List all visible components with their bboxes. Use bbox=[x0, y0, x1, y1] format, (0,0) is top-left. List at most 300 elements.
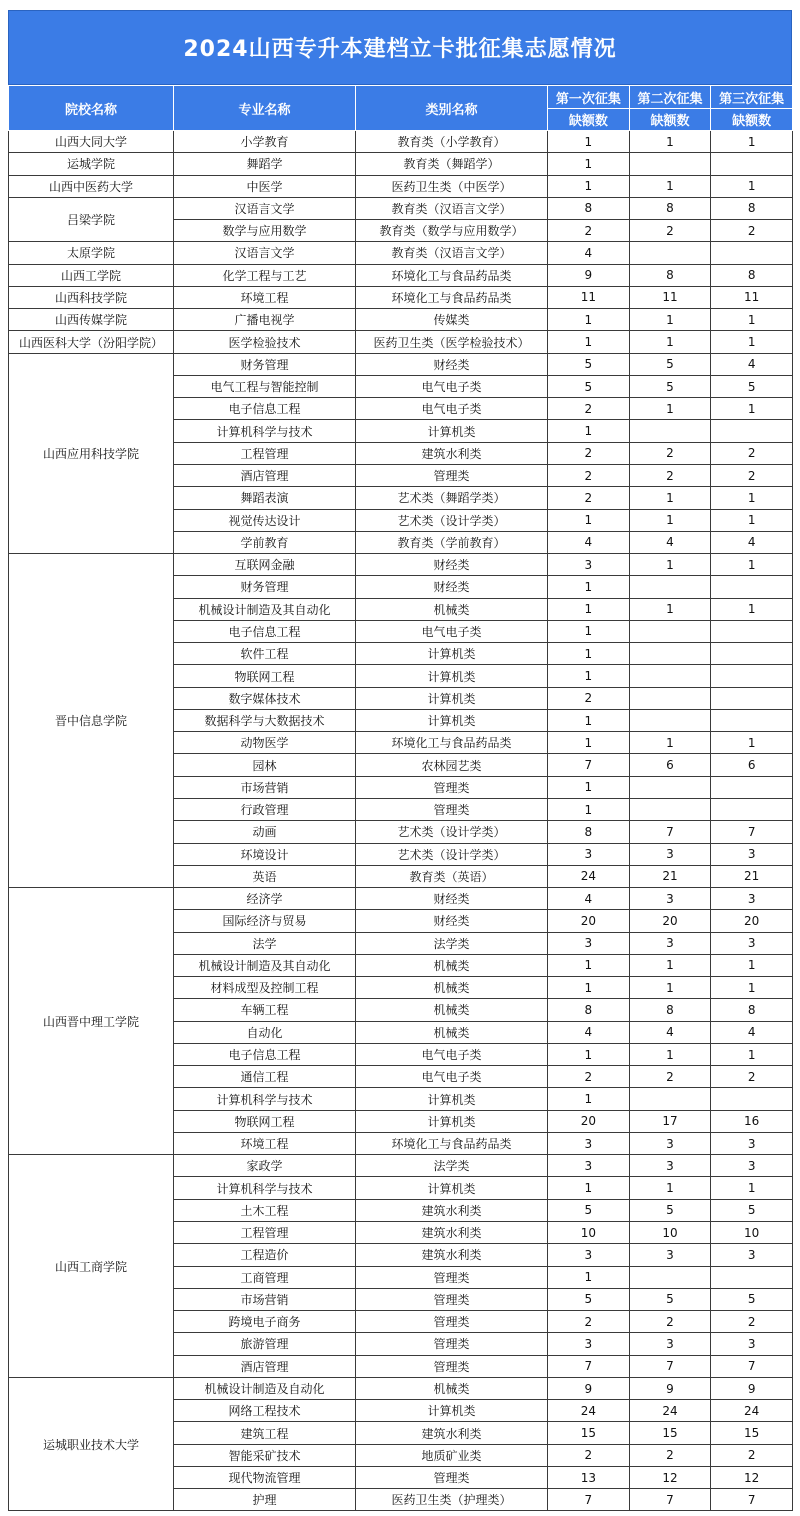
category-name-cell: 计算机类 bbox=[356, 1110, 548, 1132]
major-name-cell: 自动化 bbox=[174, 1021, 356, 1043]
round-3-shortage-cell: 1 bbox=[711, 175, 793, 197]
round-3-shortage-cell: 1 bbox=[711, 509, 793, 531]
header-shortage-1: 缺额数 bbox=[548, 109, 630, 131]
round-1-shortage-cell: 2 bbox=[548, 1444, 630, 1466]
round-3-shortage-cell bbox=[711, 576, 793, 598]
round-1-shortage-cell: 1 bbox=[548, 977, 630, 999]
round-1-shortage-cell: 3 bbox=[548, 1155, 630, 1177]
round-3-shortage-cell: 1 bbox=[711, 732, 793, 754]
table-row bbox=[9, 309, 793, 331]
school-name-cell: 山西工商学院 bbox=[9, 1155, 174, 1378]
category-name-cell: 建筑水利类 bbox=[356, 442, 548, 464]
round-1-shortage-cell: 1 bbox=[548, 598, 630, 620]
major-name-cell: 机械设计制造及其自动化 bbox=[174, 598, 356, 620]
category-name-cell: 管理类 bbox=[356, 1288, 548, 1310]
round-3-shortage-cell: 7 bbox=[711, 1489, 793, 1511]
round-1-shortage-cell: 1 bbox=[548, 798, 630, 820]
round-2-shortage-cell: 2 bbox=[629, 1066, 711, 1088]
table-row bbox=[9, 175, 793, 197]
major-name-cell: 工商管理 bbox=[174, 1266, 356, 1288]
category-name-cell: 管理类 bbox=[356, 1333, 548, 1355]
round-1-shortage-cell: 24 bbox=[548, 865, 630, 887]
round-2-shortage-cell: 7 bbox=[629, 1489, 711, 1511]
round-3-shortage-cell: 1 bbox=[711, 598, 793, 620]
category-name-cell: 教育类（学前教育） bbox=[356, 531, 548, 553]
category-name-cell: 管理类 bbox=[356, 776, 548, 798]
round-1-shortage-cell: 13 bbox=[548, 1466, 630, 1488]
round-3-shortage-cell bbox=[711, 1088, 793, 1110]
table-row bbox=[9, 331, 793, 353]
category-name-cell: 电气电子类 bbox=[356, 620, 548, 642]
school-name-cell: 山西工学院 bbox=[9, 264, 174, 286]
round-1-shortage-cell: 3 bbox=[548, 843, 630, 865]
round-1-shortage-cell: 1 bbox=[548, 1177, 630, 1199]
major-name-cell: 国际经济与贸易 bbox=[174, 910, 356, 932]
table-row bbox=[9, 1155, 793, 1177]
round-1-shortage-cell: 1 bbox=[548, 509, 630, 531]
round-2-shortage-cell: 7 bbox=[629, 821, 711, 843]
round-2-shortage-cell: 3 bbox=[629, 1155, 711, 1177]
round-2-shortage-cell bbox=[629, 776, 711, 798]
major-name-cell: 经济学 bbox=[174, 888, 356, 910]
major-name-cell: 机械设计制造及其自动化 bbox=[174, 954, 356, 976]
school-name-cell: 晋中信息学院 bbox=[9, 554, 174, 888]
category-name-cell: 建筑水利类 bbox=[356, 1422, 548, 1444]
round-1-shortage-cell: 1 bbox=[548, 1043, 630, 1065]
round-3-shortage-cell: 3 bbox=[711, 1333, 793, 1355]
round-2-shortage-cell: 2 bbox=[629, 1311, 711, 1333]
round-3-shortage-cell: 1 bbox=[711, 954, 793, 976]
major-name-cell: 土木工程 bbox=[174, 1199, 356, 1221]
school-name-cell: 吕梁学院 bbox=[9, 197, 174, 242]
round-2-shortage-cell: 3 bbox=[629, 888, 711, 910]
category-name-cell: 财经类 bbox=[356, 554, 548, 576]
round-3-shortage-cell: 3 bbox=[711, 932, 793, 954]
round-3-shortage-cell: 9 bbox=[711, 1377, 793, 1399]
round-1-shortage-cell: 2 bbox=[548, 398, 630, 420]
category-name-cell: 财经类 bbox=[356, 888, 548, 910]
round-3-shortage-cell: 1 bbox=[711, 309, 793, 331]
major-name-cell: 护理 bbox=[174, 1489, 356, 1511]
school-name-cell: 山西科技学院 bbox=[9, 286, 174, 308]
round-3-shortage-cell bbox=[711, 665, 793, 687]
category-name-cell: 计算机类 bbox=[356, 1088, 548, 1110]
school-name-cell: 山西医科大学（汾阳学院） bbox=[9, 331, 174, 353]
round-2-shortage-cell: 10 bbox=[629, 1222, 711, 1244]
major-name-cell: 智能采矿技术 bbox=[174, 1444, 356, 1466]
round-2-shortage-cell: 1 bbox=[629, 1043, 711, 1065]
round-1-shortage-cell: 1 bbox=[548, 643, 630, 665]
round-2-shortage-cell: 1 bbox=[629, 487, 711, 509]
major-name-cell: 市场营销 bbox=[174, 1288, 356, 1310]
round-3-shortage-cell: 3 bbox=[711, 1155, 793, 1177]
major-name-cell: 旅游管理 bbox=[174, 1333, 356, 1355]
category-name-cell: 艺术类（设计学类） bbox=[356, 509, 548, 531]
round-2-shortage-cell: 4 bbox=[629, 1021, 711, 1043]
round-3-shortage-cell: 3 bbox=[711, 888, 793, 910]
major-name-cell: 舞蹈学 bbox=[174, 153, 356, 175]
round-2-shortage-cell bbox=[629, 153, 711, 175]
category-name-cell: 机械类 bbox=[356, 977, 548, 999]
round-1-shortage-cell: 1 bbox=[548, 620, 630, 642]
category-name-cell: 艺术类（舞蹈学类） bbox=[356, 487, 548, 509]
enrollment-table bbox=[8, 85, 793, 1511]
round-2-shortage-cell bbox=[629, 709, 711, 731]
category-name-cell: 环境化工与食品药品类 bbox=[356, 264, 548, 286]
major-name-cell: 小学教育 bbox=[174, 131, 356, 153]
round-1-shortage-cell: 7 bbox=[548, 754, 630, 776]
round-2-shortage-cell: 5 bbox=[629, 1288, 711, 1310]
round-3-shortage-cell: 2 bbox=[711, 442, 793, 464]
round-3-shortage-cell bbox=[711, 620, 793, 642]
school-name-cell: 山西晋中理工学院 bbox=[9, 888, 174, 1155]
round-3-shortage-cell: 2 bbox=[711, 1444, 793, 1466]
category-name-cell: 机械类 bbox=[356, 999, 548, 1021]
round-2-shortage-cell: 3 bbox=[629, 1132, 711, 1154]
school-name-cell: 山西应用科技学院 bbox=[9, 353, 174, 553]
round-1-shortage-cell: 2 bbox=[548, 687, 630, 709]
category-name-cell: 环境化工与食品药品类 bbox=[356, 1132, 548, 1154]
category-name-cell: 机械类 bbox=[356, 598, 548, 620]
round-2-shortage-cell: 1 bbox=[629, 1177, 711, 1199]
round-2-shortage-cell bbox=[629, 1266, 711, 1288]
round-1-shortage-cell: 1 bbox=[548, 420, 630, 442]
header-school: 院校名称 bbox=[9, 86, 174, 131]
major-name-cell: 学前教育 bbox=[174, 531, 356, 553]
round-1-shortage-cell: 5 bbox=[548, 1199, 630, 1221]
round-2-shortage-cell: 5 bbox=[629, 375, 711, 397]
round-1-shortage-cell: 1 bbox=[548, 309, 630, 331]
round-1-shortage-cell: 8 bbox=[548, 197, 630, 219]
category-name-cell: 电气电子类 bbox=[356, 375, 548, 397]
major-name-cell: 家政学 bbox=[174, 1155, 356, 1177]
round-1-shortage-cell: 2 bbox=[548, 464, 630, 486]
category-name-cell: 艺术类（设计学类） bbox=[356, 821, 548, 843]
round-3-shortage-cell: 1 bbox=[711, 1043, 793, 1065]
round-2-shortage-cell: 8 bbox=[629, 999, 711, 1021]
header-round-1: 第一次征集 bbox=[548, 86, 630, 109]
header-round-2: 第二次征集 bbox=[629, 86, 711, 109]
round-2-shortage-cell bbox=[629, 687, 711, 709]
table-row bbox=[9, 131, 793, 153]
category-name-cell: 艺术类（设计学类） bbox=[356, 843, 548, 865]
category-name-cell: 教育类（汉语言文学） bbox=[356, 242, 548, 264]
round-1-shortage-cell: 2 bbox=[548, 1311, 630, 1333]
header-shortage-2: 缺额数 bbox=[629, 109, 711, 131]
round-1-shortage-cell: 3 bbox=[548, 1333, 630, 1355]
round-1-shortage-cell: 2 bbox=[548, 1066, 630, 1088]
round-2-shortage-cell: 3 bbox=[629, 1244, 711, 1266]
round-1-shortage-cell: 1 bbox=[548, 1266, 630, 1288]
round-2-shortage-cell: 2 bbox=[629, 1444, 711, 1466]
category-name-cell: 环境化工与食品药品类 bbox=[356, 286, 548, 308]
round-1-shortage-cell: 1 bbox=[548, 131, 630, 153]
category-name-cell: 教育类（英语） bbox=[356, 865, 548, 887]
major-name-cell: 中医学 bbox=[174, 175, 356, 197]
category-name-cell: 财经类 bbox=[356, 576, 548, 598]
round-3-shortage-cell bbox=[711, 242, 793, 264]
round-1-shortage-cell: 4 bbox=[548, 531, 630, 553]
category-name-cell: 机械类 bbox=[356, 1377, 548, 1399]
round-1-shortage-cell: 8 bbox=[548, 821, 630, 843]
table-row bbox=[9, 554, 793, 576]
category-name-cell: 机械类 bbox=[356, 954, 548, 976]
round-1-shortage-cell: 11 bbox=[548, 286, 630, 308]
major-name-cell: 汉语言文学 bbox=[174, 197, 356, 219]
major-name-cell: 物联网工程 bbox=[174, 1110, 356, 1132]
category-name-cell: 计算机类 bbox=[356, 420, 548, 442]
round-3-shortage-cell: 2 bbox=[711, 1311, 793, 1333]
round-3-shortage-cell: 5 bbox=[711, 1288, 793, 1310]
round-2-shortage-cell: 3 bbox=[629, 932, 711, 954]
major-name-cell: 跨境电子商务 bbox=[174, 1311, 356, 1333]
round-3-shortage-cell: 20 bbox=[711, 910, 793, 932]
major-name-cell: 汉语言文学 bbox=[174, 242, 356, 264]
major-name-cell: 环境设计 bbox=[174, 843, 356, 865]
major-name-cell: 财务管理 bbox=[174, 353, 356, 375]
major-name-cell: 工程管理 bbox=[174, 1222, 356, 1244]
round-3-shortage-cell: 16 bbox=[711, 1110, 793, 1132]
round-2-shortage-cell bbox=[629, 643, 711, 665]
round-1-shortage-cell: 7 bbox=[548, 1489, 630, 1511]
major-name-cell: 计算机科学与技术 bbox=[174, 420, 356, 442]
category-name-cell: 管理类 bbox=[356, 798, 548, 820]
round-2-shortage-cell: 1 bbox=[629, 331, 711, 353]
major-name-cell: 电子信息工程 bbox=[174, 620, 356, 642]
round-1-shortage-cell: 24 bbox=[548, 1400, 630, 1422]
category-name-cell: 电气电子类 bbox=[356, 1043, 548, 1065]
school-name-cell: 山西中医药大学 bbox=[9, 175, 174, 197]
round-1-shortage-cell: 20 bbox=[548, 910, 630, 932]
round-3-shortage-cell: 1 bbox=[711, 554, 793, 576]
category-name-cell: 计算机类 bbox=[356, 665, 548, 687]
major-name-cell: 现代物流管理 bbox=[174, 1466, 356, 1488]
round-3-shortage-cell: 1 bbox=[711, 131, 793, 153]
round-1-shortage-cell: 1 bbox=[548, 709, 630, 731]
round-2-shortage-cell: 24 bbox=[629, 1400, 711, 1422]
round-2-shortage-cell: 2 bbox=[629, 442, 711, 464]
school-name-cell: 山西大同大学 bbox=[9, 131, 174, 153]
round-2-shortage-cell: 3 bbox=[629, 843, 711, 865]
major-name-cell: 环境工程 bbox=[174, 286, 356, 308]
round-3-shortage-cell: 3 bbox=[711, 1132, 793, 1154]
category-name-cell: 建筑水利类 bbox=[356, 1244, 548, 1266]
table-row bbox=[9, 242, 793, 264]
category-name-cell: 管理类 bbox=[356, 1466, 548, 1488]
category-name-cell: 建筑水利类 bbox=[356, 1199, 548, 1221]
major-name-cell: 机械设计制造及自动化 bbox=[174, 1377, 356, 1399]
round-1-shortage-cell: 5 bbox=[548, 375, 630, 397]
category-name-cell: 管理类 bbox=[356, 464, 548, 486]
round-1-shortage-cell: 3 bbox=[548, 1132, 630, 1154]
round-2-shortage-cell: 12 bbox=[629, 1466, 711, 1488]
round-2-shortage-cell: 7 bbox=[629, 1355, 711, 1377]
category-name-cell: 环境化工与食品药品类 bbox=[356, 732, 548, 754]
round-3-shortage-cell: 1 bbox=[711, 398, 793, 420]
major-name-cell: 医学检验技术 bbox=[174, 331, 356, 353]
header-category: 类别名称 bbox=[356, 86, 548, 131]
major-name-cell: 行政管理 bbox=[174, 798, 356, 820]
round-3-shortage-cell: 21 bbox=[711, 865, 793, 887]
category-name-cell: 地质矿业类 bbox=[356, 1444, 548, 1466]
category-name-cell: 机械类 bbox=[356, 1021, 548, 1043]
category-name-cell: 管理类 bbox=[356, 1266, 548, 1288]
major-name-cell: 工程管理 bbox=[174, 442, 356, 464]
round-2-shortage-cell bbox=[629, 665, 711, 687]
round-3-shortage-cell: 12 bbox=[711, 1466, 793, 1488]
round-1-shortage-cell: 1 bbox=[548, 776, 630, 798]
major-name-cell: 酒店管理 bbox=[174, 464, 356, 486]
major-name-cell: 互联网金融 bbox=[174, 554, 356, 576]
table-row bbox=[9, 1377, 793, 1399]
category-name-cell: 医药卫生类（护理类） bbox=[356, 1489, 548, 1511]
major-name-cell: 材料成型及控制工程 bbox=[174, 977, 356, 999]
round-3-shortage-cell: 1 bbox=[711, 1177, 793, 1199]
round-1-shortage-cell: 10 bbox=[548, 1222, 630, 1244]
round-3-shortage-cell: 2 bbox=[711, 1066, 793, 1088]
header-round-3: 第三次征集 bbox=[711, 86, 793, 109]
category-name-cell: 管理类 bbox=[356, 1355, 548, 1377]
round-2-shortage-cell: 3 bbox=[629, 1333, 711, 1355]
major-name-cell: 数据科学与大数据技术 bbox=[174, 709, 356, 731]
table-header bbox=[9, 86, 793, 131]
major-name-cell: 计算机科学与技术 bbox=[174, 1088, 356, 1110]
round-3-shortage-cell: 6 bbox=[711, 754, 793, 776]
school-name-cell: 运城职业技术大学 bbox=[9, 1377, 174, 1511]
round-1-shortage-cell: 9 bbox=[548, 1377, 630, 1399]
round-2-shortage-cell: 2 bbox=[629, 220, 711, 242]
round-3-shortage-cell bbox=[711, 709, 793, 731]
category-name-cell: 农林园艺类 bbox=[356, 754, 548, 776]
category-name-cell: 计算机类 bbox=[356, 687, 548, 709]
round-1-shortage-cell: 4 bbox=[548, 1021, 630, 1043]
round-3-shortage-cell: 4 bbox=[711, 1021, 793, 1043]
category-name-cell: 计算机类 bbox=[356, 643, 548, 665]
page-title: 2024山西专升本建档立卡批征集志愿情况 bbox=[8, 10, 792, 85]
round-2-shortage-cell: 1 bbox=[629, 309, 711, 331]
round-1-shortage-cell: 1 bbox=[548, 954, 630, 976]
round-2-shortage-cell: 5 bbox=[629, 353, 711, 375]
round-1-shortage-cell: 1 bbox=[548, 732, 630, 754]
round-3-shortage-cell: 15 bbox=[711, 1422, 793, 1444]
round-1-shortage-cell: 1 bbox=[548, 331, 630, 353]
round-1-shortage-cell: 2 bbox=[548, 442, 630, 464]
round-2-shortage-cell: 2 bbox=[629, 464, 711, 486]
round-1-shortage-cell: 4 bbox=[548, 888, 630, 910]
category-name-cell: 电气电子类 bbox=[356, 1066, 548, 1088]
category-name-cell: 财经类 bbox=[356, 353, 548, 375]
round-3-shortage-cell: 2 bbox=[711, 464, 793, 486]
round-3-shortage-cell: 7 bbox=[711, 1355, 793, 1377]
major-name-cell: 环境工程 bbox=[174, 1132, 356, 1154]
round-1-shortage-cell: 2 bbox=[548, 220, 630, 242]
round-1-shortage-cell: 1 bbox=[548, 576, 630, 598]
category-name-cell: 教育类（小学教育） bbox=[356, 131, 548, 153]
category-name-cell: 法学类 bbox=[356, 932, 548, 954]
table-row bbox=[9, 353, 793, 375]
major-name-cell: 视觉传达设计 bbox=[174, 509, 356, 531]
category-name-cell: 建筑水利类 bbox=[356, 1222, 548, 1244]
major-name-cell: 动物医学 bbox=[174, 732, 356, 754]
round-2-shortage-cell: 1 bbox=[629, 398, 711, 420]
category-name-cell: 医药卫生类（医学检验技术） bbox=[356, 331, 548, 353]
round-1-shortage-cell: 9 bbox=[548, 264, 630, 286]
round-3-shortage-cell bbox=[711, 776, 793, 798]
round-1-shortage-cell: 20 bbox=[548, 1110, 630, 1132]
major-name-cell: 计算机科学与技术 bbox=[174, 1177, 356, 1199]
round-2-shortage-cell: 17 bbox=[629, 1110, 711, 1132]
major-name-cell: 车辆工程 bbox=[174, 999, 356, 1021]
round-1-shortage-cell: 1 bbox=[548, 153, 630, 175]
round-2-shortage-cell: 1 bbox=[629, 732, 711, 754]
round-1-shortage-cell: 1 bbox=[548, 665, 630, 687]
school-name-cell: 山西传媒学院 bbox=[9, 309, 174, 331]
round-2-shortage-cell bbox=[629, 420, 711, 442]
round-2-shortage-cell: 1 bbox=[629, 554, 711, 576]
round-3-shortage-cell: 7 bbox=[711, 821, 793, 843]
round-2-shortage-cell: 8 bbox=[629, 264, 711, 286]
round-2-shortage-cell: 20 bbox=[629, 910, 711, 932]
round-3-shortage-cell: 1 bbox=[711, 331, 793, 353]
round-2-shortage-cell: 8 bbox=[629, 197, 711, 219]
major-name-cell: 化学工程与工艺 bbox=[174, 264, 356, 286]
round-1-shortage-cell: 2 bbox=[548, 487, 630, 509]
category-name-cell: 电气电子类 bbox=[356, 398, 548, 420]
major-name-cell: 舞蹈表演 bbox=[174, 487, 356, 509]
major-name-cell: 软件工程 bbox=[174, 643, 356, 665]
round-3-shortage-cell: 8 bbox=[711, 197, 793, 219]
round-1-shortage-cell: 1 bbox=[548, 175, 630, 197]
round-2-shortage-cell: 4 bbox=[629, 531, 711, 553]
category-name-cell: 教育类（数学与应用数学） bbox=[356, 220, 548, 242]
round-3-shortage-cell: 4 bbox=[711, 531, 793, 553]
round-1-shortage-cell: 8 bbox=[548, 999, 630, 1021]
table-row bbox=[9, 888, 793, 910]
round-2-shortage-cell: 1 bbox=[629, 598, 711, 620]
major-name-cell: 法学 bbox=[174, 932, 356, 954]
round-3-shortage-cell bbox=[711, 643, 793, 665]
category-name-cell: 教育类（舞蹈学） bbox=[356, 153, 548, 175]
round-1-shortage-cell: 3 bbox=[548, 554, 630, 576]
round-2-shortage-cell: 6 bbox=[629, 754, 711, 776]
round-2-shortage-cell: 1 bbox=[629, 175, 711, 197]
major-name-cell: 工程造价 bbox=[174, 1244, 356, 1266]
table-row bbox=[9, 153, 793, 175]
round-1-shortage-cell: 1 bbox=[548, 1088, 630, 1110]
major-name-cell: 园林 bbox=[174, 754, 356, 776]
round-3-shortage-cell: 8 bbox=[711, 999, 793, 1021]
round-3-shortage-cell: 3 bbox=[711, 1244, 793, 1266]
round-2-shortage-cell: 21 bbox=[629, 865, 711, 887]
round-2-shortage-cell bbox=[629, 620, 711, 642]
round-2-shortage-cell bbox=[629, 576, 711, 598]
major-name-cell: 英语 bbox=[174, 865, 356, 887]
school-name-cell: 运城学院 bbox=[9, 153, 174, 175]
table-row bbox=[9, 286, 793, 308]
round-2-shortage-cell: 1 bbox=[629, 509, 711, 531]
round-3-shortage-cell bbox=[711, 420, 793, 442]
category-name-cell: 财经类 bbox=[356, 910, 548, 932]
round-1-shortage-cell: 5 bbox=[548, 353, 630, 375]
round-3-shortage-cell bbox=[711, 798, 793, 820]
round-2-shortage-cell: 1 bbox=[629, 954, 711, 976]
category-name-cell: 管理类 bbox=[356, 1311, 548, 1333]
major-name-cell: 数学与应用数学 bbox=[174, 220, 356, 242]
round-3-shortage-cell: 11 bbox=[711, 286, 793, 308]
table-row bbox=[9, 264, 793, 286]
round-1-shortage-cell: 3 bbox=[548, 932, 630, 954]
round-3-shortage-cell: 3 bbox=[711, 843, 793, 865]
